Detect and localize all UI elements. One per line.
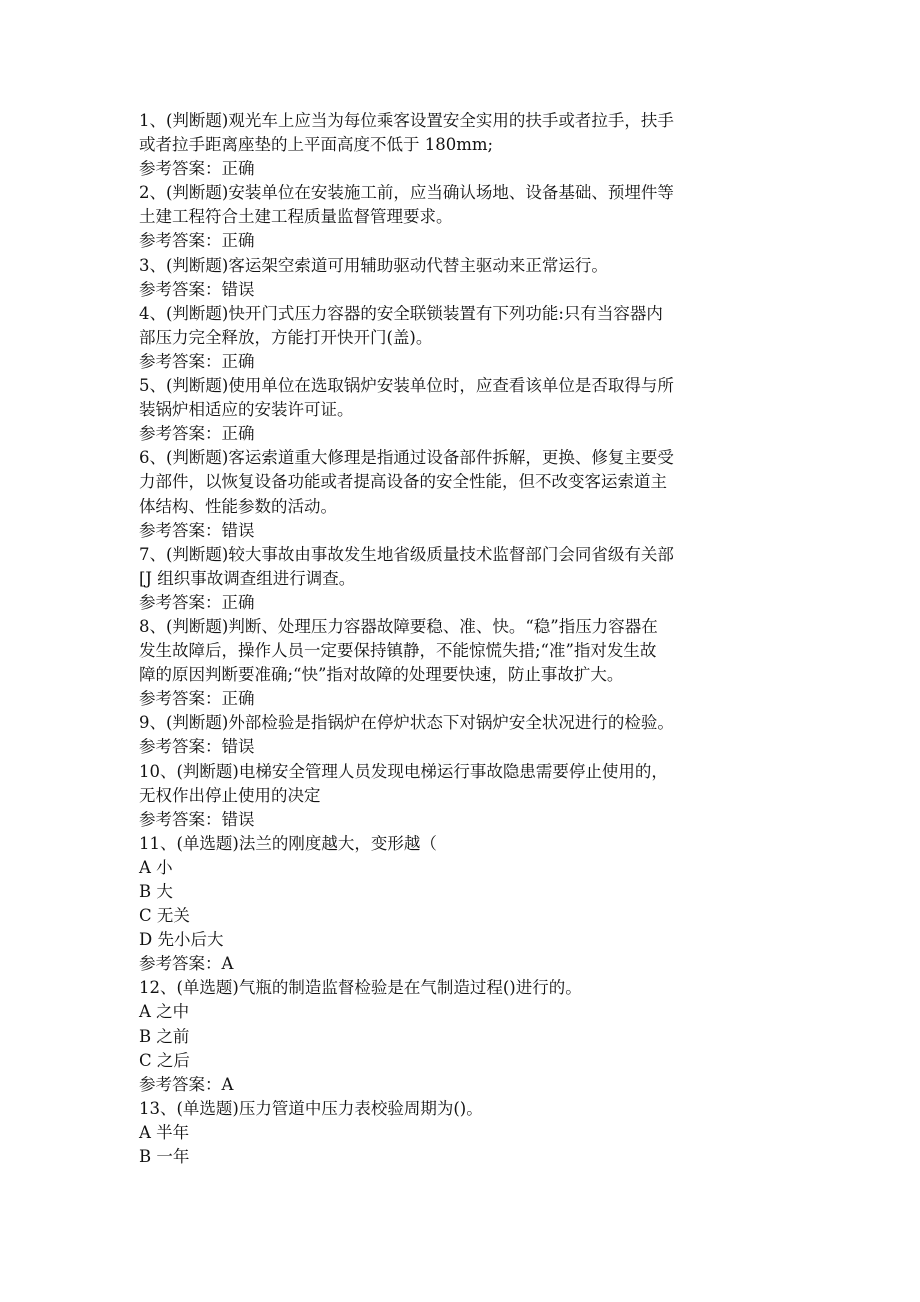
q5-answer: 参考答案：正确: [139, 424, 255, 444]
q1-text-line-2: 或者拉手距离座垫的上平面高度不低于 180mm;: [139, 135, 494, 155]
q12-answer: 参考答案：A: [139, 1074, 234, 1094]
q1-answer: 参考答案：正确: [139, 159, 255, 179]
q8-text-line-2: 发生故障后，操作人员一定要保持镇静，不能惊慌失措;“准”指对发生故: [139, 641, 657, 661]
q4-text-line-1: 4、(判断题)快开门式压力容器的安全联锁装置有下列功能:只有当容器内: [139, 303, 663, 323]
q7-text-line-2: [J 组织事故调查组进行调查。: [139, 568, 356, 588]
q11-option-c: C 无关: [139, 906, 190, 926]
q7-text-line-1: 7、(判断题)较大事故由事故发生地省级质量技术监督部门会同省级有关部: [139, 544, 674, 564]
q8-text-line-3: 障的原因判断要准确;“快”指对故障的处理要快速，防止事故扩大。: [139, 665, 624, 685]
q1-text-line-1: 1、(判断题)观光车上应当为每位乘客设置安全实用的扶手或者拉手，扶手: [139, 111, 674, 130]
q4-answer: 参考答案：正确: [139, 351, 255, 371]
q11-option-d: D 先小后大: [139, 930, 224, 950]
q6-text-line-1: 6、(判断题)客运索道重大修理是指通过设备部件拆解，更换、修复主要受: [139, 448, 674, 468]
q13-option-b: B 一年: [139, 1147, 190, 1167]
document-body: [139, 109, 799, 1169]
q9-text: 9、(判断题)外部检验是指锅炉在停炉状态下对锅炉安全状况进行的检验。: [139, 713, 674, 733]
q6-text-line-3: 体结构、性能参数的活动。: [139, 496, 337, 516]
q7-answer: 参考答案：正确: [139, 592, 255, 612]
q5-text-line-1: 5、(判断题)使用单位在选取锅炉安装单位时，应查看该单位是否取得与所: [139, 376, 674, 396]
q12-option-b: B 之前: [139, 1026, 190, 1046]
q3-answer: 参考答案：错误: [139, 279, 255, 299]
q2-text-line-1: 2、(判断题)安装单位在安装施工前，应当确认场地、设备基础、预埋件等: [139, 183, 674, 203]
q8-text-line-1: 8、(判断题)判断、处理压力容器故障要稳、准、快。“稳”指压力容器在: [139, 616, 658, 636]
q11-option-b: B 大: [139, 882, 173, 901]
q8-answer: 参考答案：正确: [139, 689, 255, 709]
q2-text-line-2: 土建工程符合土建工程质量监督管理要求。: [139, 207, 453, 227]
q11-answer: 参考答案：A: [139, 954, 234, 974]
q13-option-a: A 半年: [139, 1122, 190, 1142]
q9-answer: 参考答案：错误: [139, 737, 255, 757]
q13-text: 13、(单选题)压力管道中压力表校验周期为()。: [139, 1098, 483, 1118]
q10-text-line-2: 无权作出停止使用的决定: [139, 785, 321, 805]
q12-text: 12、(单选题)气瓶的制造监督检验是在气制造过程()进行的。: [139, 978, 582, 998]
q6-answer: 参考答案：错误: [139, 520, 255, 540]
q6-text-line-2: 力部件，以恢复设备功能或者提高设备的安全性能，但不改变客运索道主: [139, 472, 667, 492]
q11-option-a: A 小: [139, 857, 173, 877]
q2-answer: 参考答案：正确: [139, 231, 255, 251]
q3-text: 3、(判断题)客运架空索道可用辅助驱动代替主驱动来正常运行。: [139, 255, 608, 275]
q12-option-c: C 之后: [139, 1050, 190, 1070]
q5-text-line-2: 装锅炉相适应的安装许可证。: [139, 400, 354, 420]
q11-text: 11、(单选题)法兰的刚度越大，变形越（: [139, 833, 437, 853]
q4-text-line-2: 部压力完全释放，方能打开快开门(盖)。: [139, 327, 433, 347]
q10-text-line-1: 10、(判断题)电梯安全管理人员发现电梯运行事故隐患需要停止使用的，: [139, 761, 668, 781]
q10-answer: 参考答案：错误: [139, 809, 255, 829]
q12-option-a: A 之中: [139, 1002, 190, 1022]
